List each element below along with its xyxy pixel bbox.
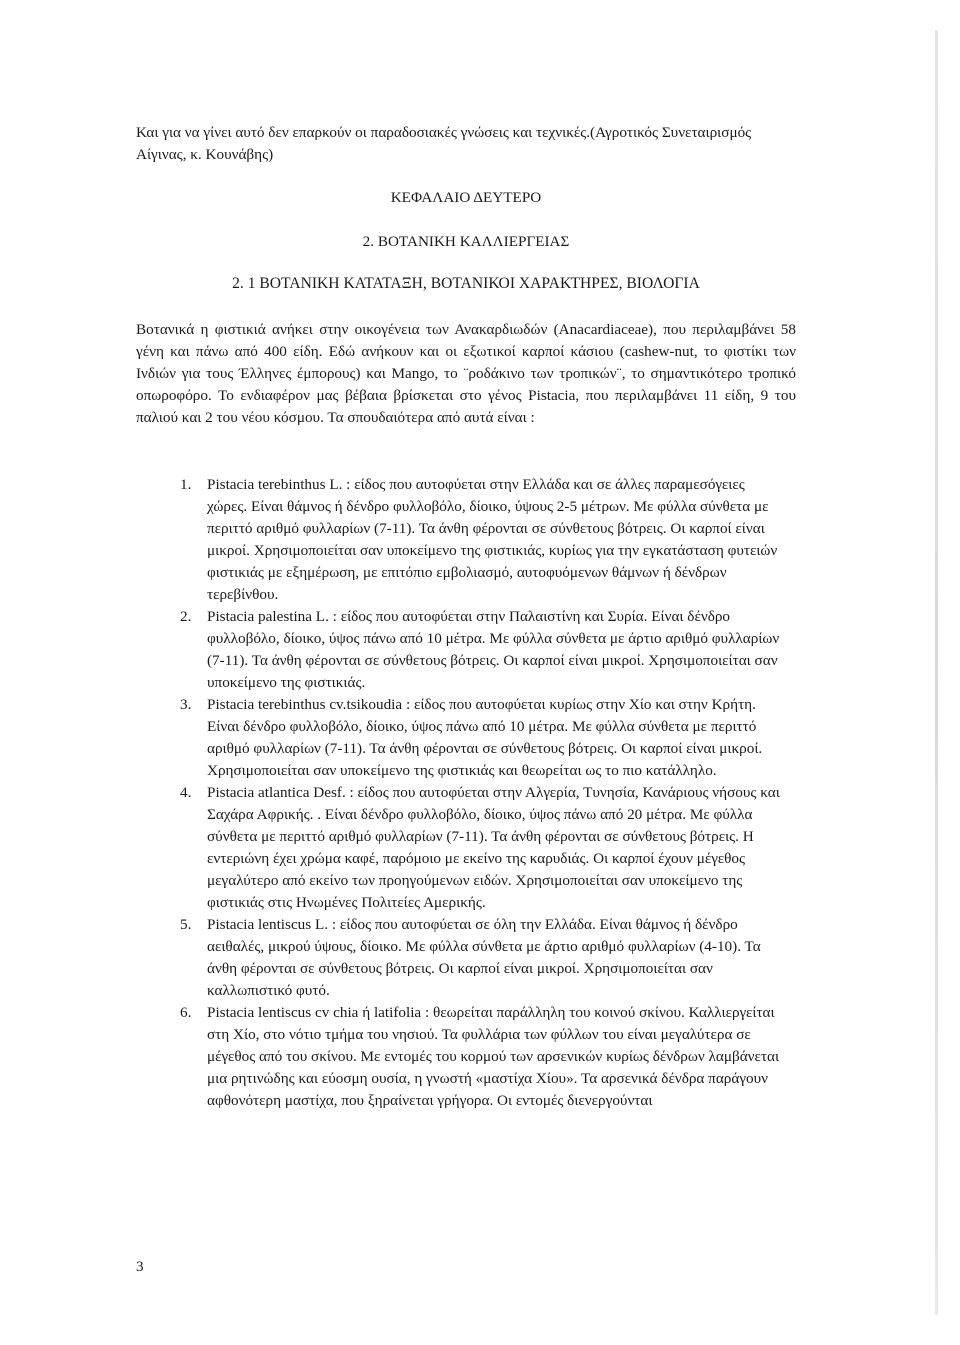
list-item	[136, 914, 788, 1002]
scan-edge-shadow	[935, 30, 938, 1315]
list-item-number: 4.	[180, 784, 192, 801]
body-paragraph: Βοτανικά η φιστικιά ανήκει στην οικογένεια των Ανακαρδιωδών (Anacardiaceae), που περιλαμβάνει 58 γένη και πάνω από 400 είδη. Εδώ ανήκουν και οι εξωτικοί καρποί κάσιου (cashew-nut, το φιστίκι των Ινδιών για τους Έλληνες έμπορους) και Mango, το ¨ροδάκινο των τροπικών¨, το σημαντικότερο τροπικό οπωροφόρο. Το ενδιαφέρον μας βέβαια βρίσκεται στο γένος Pistacia, που περιλαμβάνει 11 είδη, 9 του παλιού και 2 του νέου κόσμου. Τα σπουδαιότερα από αυτά είναι :	[136, 321, 796, 426]
list-item-number: 2.	[180, 608, 192, 625]
list-item-number: 5.	[180, 916, 192, 933]
species-list	[136, 474, 788, 1112]
list-item-number: 3.	[180, 696, 192, 713]
list-item-text: Pistacia terebinthus L. : είδος που αυτοφύεται στην Ελλάδα και σε άλλες παραμεσόγειες χώρες. Είναι θάμνος ή δένδρο φυλλοβόλο, δίοικο, ύψους 2-5 μέτρων. Με φύλλα σύνθετα με περιττό αριθμό φυλλαρίων (7-11). Τα άνθη φέρονται σε σύνθετους βότρεις. Οι καρποί είναι μικροί. Χρησιμοποιείται σαν υποκείμενο της φιστικιάς, κυρίως για την εγκατάσταση φυτειών φιστικιάς με εξημέρωση, με επιτόπιο εμβολιασμό, αυτοφυόμενων θάμνων ή δένδρων τερεβίνθου.	[207, 476, 778, 603]
list-item-text: Pistacia terebinthus cv.tsikoudia : είδος που αυτοφύεται κυρίως στην Χίο και στην Κρήτη. Είναι δένδρο φυλλοβόλο, δίοικο, ύψος πάνω από 10 μέτρα. Με φύλλα σύνθετα με περιττό αριθμό φυλλαρίων (7-11). Τα άνθη φέρονται σε σύνθετους βότρεις. Οι καρποί είναι μικροί. Χρησιμοποιείται σαν υποκείμενο της φιστικιάς και θεωρείται ως το πιο κατάλληλο.	[207, 696, 763, 779]
subsection-heading: 2. 1 ΒΟΤΑΝΙΚΗ ΚΑΤΑΤΑΞΗ, ΒΟΤΑΝΙΚΟΙ ΧΑΡΑΚΤΗΡΕΣ, ΒΙΟΛΟΓΙΑ	[232, 275, 700, 292]
section-heading: 2. ΒΟΤΑΝΙΚΗ ΚΑΛΛΙΕΡΓΕΙΑΣ	[362, 233, 570, 250]
chapter-heading: ΚΕΦΑΛΑΙΟ ΔΕΥΤΕΡΟ	[390, 189, 542, 206]
list-item	[136, 474, 788, 606]
list-item	[136, 606, 788, 694]
page-number: 3	[136, 1258, 144, 1275]
list-item-text: Pistacia atlantica Desf. : είδος που αυτοφύεται στην Αλγερία, Τυνησία, Κανάριους νήσους και Σαχάρα Αφρικής. . Είναι δένδρο φυλλοβόλο, δίοικο, ύψος πάνω από 20 μέτρα. Με φύλλα σύνθετα με περιττό αριθμό φυλλαρίων (7-11). Τα άνθη φέρονται σε σύνθετους βότρεις. Η εντεριώνη έχει χρώμα καφέ, παρόμοιο με εκείνο της καρυδιάς. Οι καρποί έχουν μέγεθος μεγαλύτερο από εκείνο των προηγούμενων ειδών. Χρησιμοποιείται σαν υποκείμενο της φιστικιάς στις Ηνωμένες Πολιτείες Αμερικής.	[207, 784, 780, 911]
list-item-number: 6.	[180, 1004, 192, 1021]
list-item-text: Pistacia palestina L. : είδος που αυτοφύεται στην Παλαιστίνη και Συρία. Είναι δένδρο φυλλοβόλο, δίοικο, ύψος πάνω από 10 μέτρα. Με φύλλα σύνθετα με άρτιο αριθμό φυλλαρίων (7-11). Τα άνθη φέρονται σε σύνθετους βότρεις. Οι καρποί είναι μικροί. Χρησιμοποιείται σαν υποκείμενο της φιστικιάς.	[207, 608, 780, 691]
list-item-number: 1.	[180, 476, 192, 493]
list-item	[136, 694, 788, 782]
list-item	[136, 1002, 788, 1112]
list-item-text: Pistacia lentiscus L. : είδος που αυτοφύεται σε όλη την Ελλάδα. Είναι θάμνος ή δένδρο αειθαλές, μικρού ύψους, δίοικο. Με φύλλα σύνθετα με άρτιο αριθμό φυλλαρίων (4-10). Τα άνθη φέρονται σε σύνθετους βότρεις. Οι καρποί είναι μικροί. Χρησιμοποιείται σαν καλλωπιστικό φυτό.	[207, 916, 761, 999]
list-item	[136, 782, 788, 914]
intro-text: Και για να γίνει αυτό δεν επαρκούν οι παραδοσιακές γνώσεις και τεχνικές.(Αγροτικός Συνεταιρισμός Αίγινας, κ. Κουνάβης)	[136, 124, 752, 163]
list-item-text: Pistacia lentiscus cv chia ή latifolia : θεωρείται παράλληλη του κοινού σκίνου. Καλλιεργείται στη Χίο, στο νότιο τμήμα του νησιού. Τα φυλλάρια των φύλλων του είναι μεγαλύτερα σε μέγεθος από του σκίνου. Με εντομές του κορμού των αρσενικών κυρίως δένδρων λαμβάνεται μια ρητινώδης και εύοσμη ουσία, η γνωστή «μαστίχα Χίου». Τα αρσενικά δένδρα παράγουν αφθονότερη μαστίχα, που ξηραίνεται γρήγορα. Οι εντομές διενεργούνται	[207, 1004, 780, 1109]
